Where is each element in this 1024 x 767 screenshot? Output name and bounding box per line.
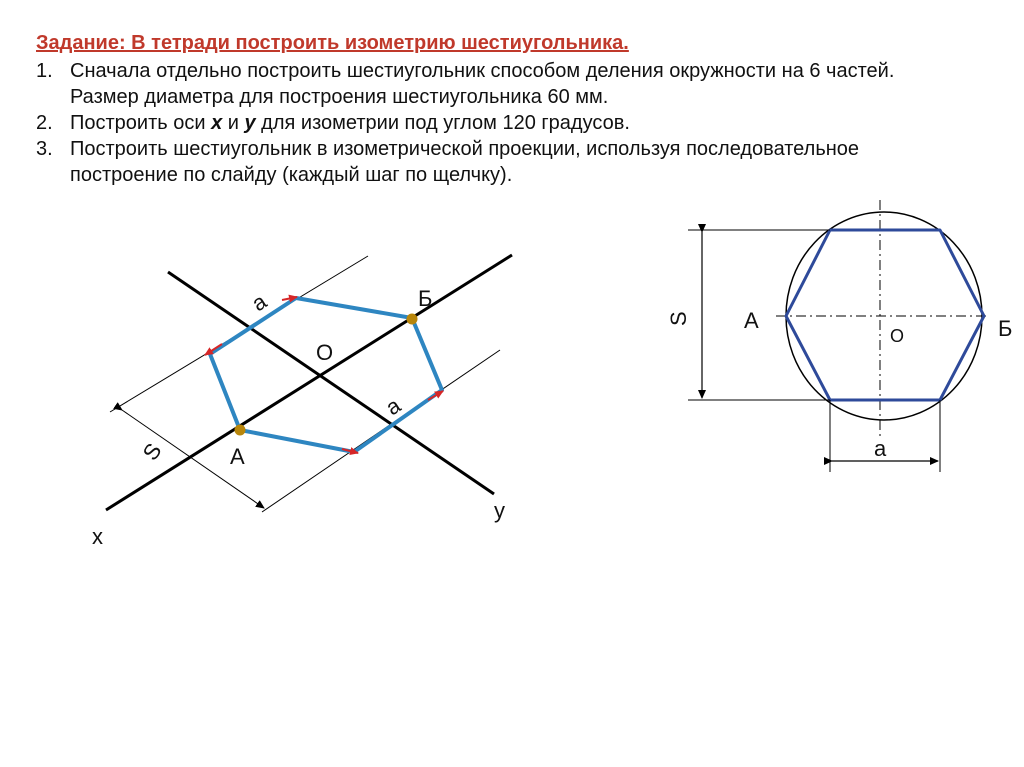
step-number: 2. bbox=[36, 112, 53, 134]
label-axis-y: y bbox=[494, 498, 505, 523]
step-text-start: Построить оси bbox=[70, 112, 212, 134]
step-text: Построить шестиугольник в изометрической проекции, используя последовательное построение по слайду (каждый шаг по щелчку). bbox=[70, 138, 860, 186]
axis-y-name: y bbox=[244, 112, 256, 134]
label-s: S bbox=[137, 438, 167, 465]
label-axis-x: x bbox=[92, 524, 103, 549]
step-number: 3. bbox=[36, 138, 53, 160]
step-text-mid: и bbox=[222, 112, 245, 134]
label-b-right: Б bbox=[998, 316, 1013, 341]
label-o: О bbox=[890, 326, 905, 346]
label-s: S bbox=[666, 311, 691, 326]
label-a-top: a bbox=[247, 288, 271, 317]
regular-hexagon bbox=[786, 230, 984, 400]
label-a-point: А bbox=[230, 444, 245, 469]
label-a-bottom: a bbox=[874, 436, 887, 461]
task-title: Задание: В тетради построить изометрию шестиугольника. bbox=[36, 32, 629, 54]
label-a-left: А bbox=[744, 308, 759, 333]
step-text-end: для изометрии под углом 120 градусов. bbox=[255, 112, 630, 134]
label-a-bottom: a bbox=[381, 392, 405, 421]
label-b: Б bbox=[418, 286, 433, 311]
axis-x-name: x bbox=[211, 112, 223, 134]
label-o: O bbox=[316, 340, 334, 365]
step-text: Сначала отдельно построить шестиугольник способом деления окружности на 6 частей. Размер диаметра для построения шестиугольника 60 мм. bbox=[70, 60, 895, 108]
step-number: 1. bbox=[36, 60, 53, 82]
